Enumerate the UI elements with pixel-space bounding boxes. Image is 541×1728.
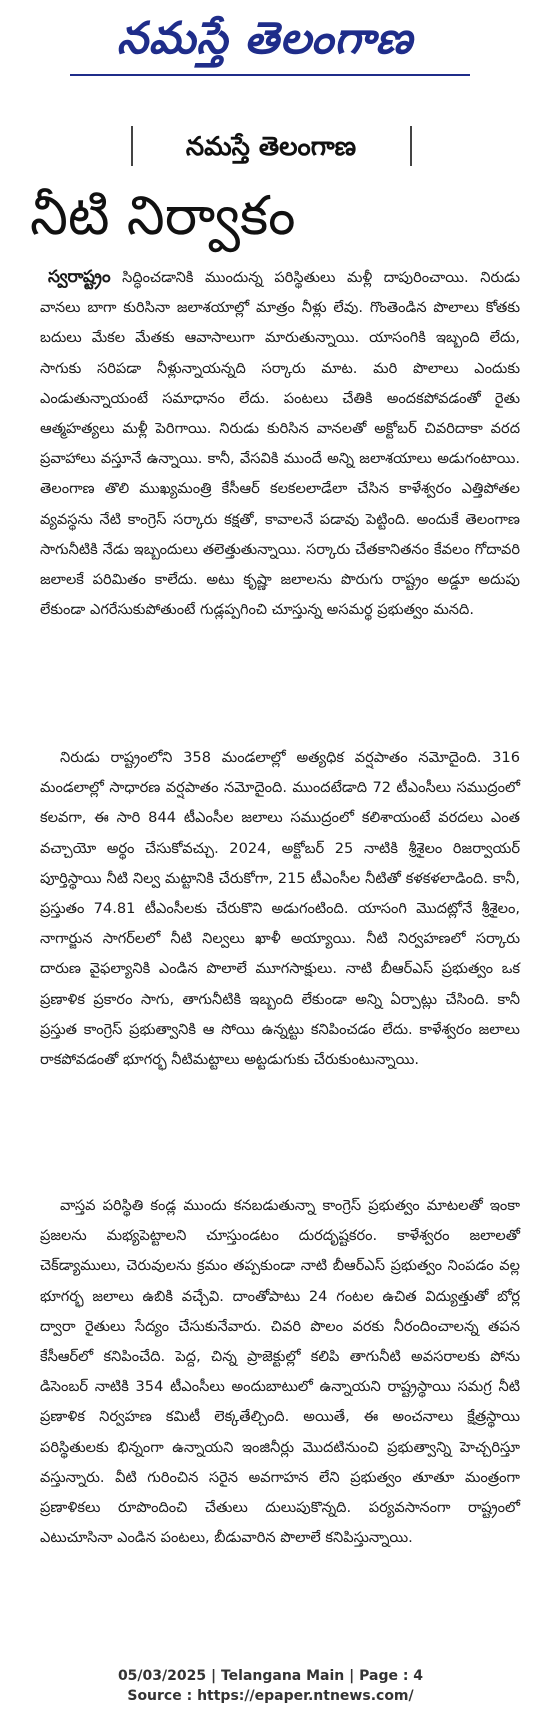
masthead (0, 0, 541, 92)
kicker-left-rule (131, 126, 133, 166)
article-paragraph-1 (40, 262, 520, 625)
lead-word: స్వరాష్ట్రం (48, 267, 111, 287)
paragraph-1-text: సిద్ధించడానికి ముందున్న పరిస్థితులు మళ్లీ దాపురించాయి. నిరుడు వానలు బాగా కురిసినా జలాశయాల్లో మాత్రం నీళ్లు లేవు. గొంతెండిన పొలాలు కోతకు బదులు మేకల మేతకు ఆవాసాలుగా మారుతున్నాయి. యాసంగికి ఇబ్బంది లేదు, సాగుకు సరిపడా నీళ్లున్నాయన్నది సర్కారు మాట. మరి పొలాలు ఎందుకు ఎండుతున్నాయంటే సమాధానం లేదు. పంటలు చేతికి అందకపోవడంతో రైతు ఆత్మహత్యలు మళ్లీ పెరిగాయి. నిరుడు కురిసిన వానలతో అక్టోబర్ చివరిదాకా వరద ప్రవాహాలు వస్తూనే ఉన్నాయి. కానీ, వేసవికి ముందే అన్ని జలాశయాలు అడుగంటాయి. తెలంగాణ తొలి ముఖ్యమంత్రి కేసీఆర్ కలకలలాడేలా చేసిన కాళేశ్వరం ఎత్తిపోతల వ్యవస్థను నేటి కాంగ్రెస్ సర్కారు కక్షతో, కావాలనే పడావు పెట్టింది. అందుకే తెలంగాణ సాగునీటికి నేడు ఇబ్బందులు తలెత్తుతున్నాయి. సర్కారు చేతకానితనం కేవలం గోదావరి జలాలకే పరిమితం కాలేదు. అటు కృష్ణా జలాలను పొరుగు రాష్ట్రం అడ్డూ అదుపు లేకుండా ఎగరేసుకుపోతుంటే గుడ్లప్పగించి చూస్తున్న అసమర్థ ప్రభుత్వం మనది. (40, 269, 520, 619)
kicker-right-rule (410, 126, 412, 166)
footer-date-edition: 05/03/2025 | Telangana Main | Page : 4 (117, 1668, 424, 1684)
article-headline: నీటి నిర్వాకం (30, 184, 296, 247)
article-paragraph-2: నిరుడు రాష్ట్రంలోని 358 మండలాల్లో అత్యధిక వర్షపాతం నమోదైంది. 316 మండలాల్లో సాధారణ వర్షపాతం నమోదైంది. ముందటేడాది 72 టీఎంసీలు సముద్రంలో కలవగా, ఈ సారి 844 టీఎంసీల జలాలు సముద్రంలో కలిశాయంటే వరదలు ఎంత వచ్చాయో అర్థం చేసుకోవచ్చు. 2024, అక్టోబర్ 25 నాటికి శ్రీశైలం రిజర్వాయర్ పూర్తిస్థాయి నీటి నిల్వ మట్టానికి చేరుకోగా, 215 టీఎంసీల నీటితో కళకళలాడింది. కానీ, ప్రస్తుతం 74.81 టీఎంసీలకు చేరుకొని అడుగంటింది. యాసంగి మొదట్లోనే శ్రీశైలం, నాగార్జున సాగర్‌లలో నీటి నిల్వలు ఖాళీ అయ్యాయి. నీటి నిర్వహణలో సర్కారు దారుణ వైఫల్యానికి ఎండిన పొలాలే మూగసాక్షులు. నాటి బీఆర్ఎస్ ప్రభుత్వం ఒక ప్రణాళిక ప్రకారం సాగు, తాగునీటికి ఇబ్బంది లేకుండా అన్ని ఏర్పాట్లు చేసింది. కానీ ప్రస్తుత కాంగ్రెస్ ప్రభుత్వానికి ఆ సోయి ఉన్నట్టు కనిపించడం లేదు. కాళేశ్వరం జలాలు రాకపోవడంతో భూగర్భ నీటిమట్టాలు అట్టడుగుకు చేరుకుంటున్నాయి. (40, 749, 520, 1069)
masthead-logo: నమస్తే తెలంగాణ (116, 13, 414, 64)
page-footer (0, 1666, 541, 1706)
article-paragraph-3: వాస్తవ పరిస్థితి కండ్ల ముందు కనబడుతున్నా కాంగ్రెస్ ప్రభుత్వం మాటలతో ఇంకా ప్రజలను మభ్యపెట్టాలని చూస్తుండటం దురదృష్టకరం. కాళేశ్వరం జలాలతో చెక్‌డ్యాములు, చెరువులను క్రమం తప్పకుండా నాటి బీఆర్ఎస్ ప్రభుత్వం నింపడం వల్ల భూగర్భ జలాలు ఉబికి వచ్చేవి. దాంతోపాటు 24 గంటల ఉచిత విద్యుత్తుతో బోర్ల ద్వారా రైతులు సేద్యం చేసుకునేవారు. చివరి పొలం వరకు నీరందించాలన్న తపన కేసీఆర్‌లో కనిపించేది. పెద్ద, చిన్న ప్రాజెక్టుల్లో కలిపి తాగునీటి అవసరాలకు పోను డిసెంబర్ నాటికి 354 టీఎంసీలు అందుబాటులో ఉన్నాయని రాష్ట్రస్థాయి సమగ్ర నీటి ప్రణాళిక నిర్వహణ కమిటీ లెక్కతేల్చింది. అయితే, ఈ అంచనాలు క్షేత్రస్థాయి పరిస్థితులకు భిన్నంగా ఉన్నాయని ఇంజినీర్లు మొదటినుంచి ప్రభుత్వాన్ని హెచ్చరిస్తూ వస్తున్నారు. వీటి గురించిన సరైన అవగాహన లేని ప్రభుత్వం తూతూ మంత్రంగా ప్రణాళికలు రూపొందించి చేతులు దులుపుకొన్నది. పర్యవసానంగా రాష్ట్రంలో ఎటుచూసినా ఎండిన పంటలు, బీడువారిన పొలాలే కనిపిస్తున్నాయి. (40, 1197, 520, 1547)
kicker-label: నమస్తే తెలంగాణ (185, 132, 357, 162)
footer-source: Source : https://epaper.ntnews.com/ (127, 1688, 414, 1704)
masthead-divider (70, 74, 470, 76)
